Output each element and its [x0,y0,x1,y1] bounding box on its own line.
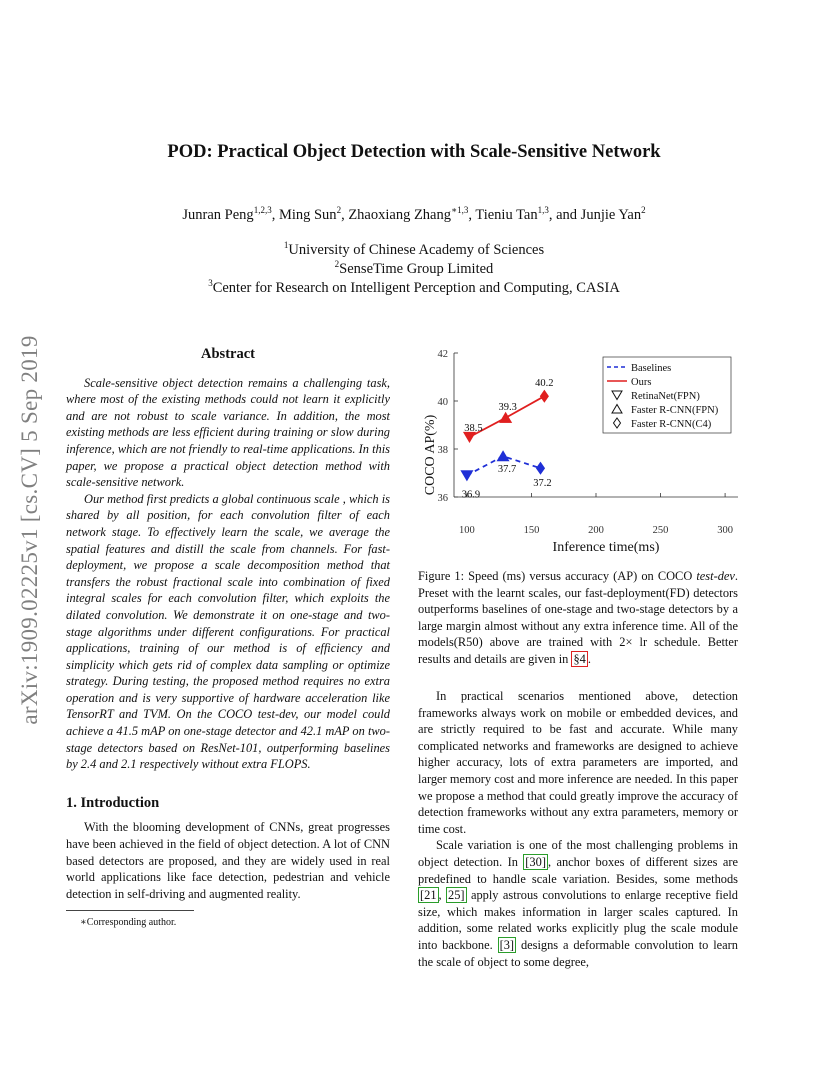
data-label: 36.9 [461,489,481,501]
x-tick-label: 250 [652,525,669,536]
y-tick-label: 38 [437,445,448,456]
data-point [540,390,548,402]
footnote: ∗Corresponding author. [80,917,177,929]
author: Zhaoxiang Zhang$^{∗1,3}$ [348,205,469,223]
author-list: Junran Peng$^{1,2,3}$, Ming Sun$^2$, Zhaoxiang Zhang$^{∗1,3}$, Tieniu Tan$^{1,3}$, and Junjie Yan$^2$ [182,205,646,223]
introduction-heading: 1. Introduction [66,794,160,811]
legend-label: Faster R-CNN(C4) [631,419,712,430]
citation-link[interactable]: [30] [525,854,546,869]
figure-1-chart [418,345,748,560]
data-label: 38.5 [464,423,483,434]
author: Tieniu Tan$^{1,3}$ [475,205,549,223]
affiliation: $^2$SenseTime Group Limited [334,259,494,277]
arxiv-side-stamp [10,300,50,760]
citation-link[interactable]: [21 [420,888,437,903]
author: Ming Sun$^2$ [278,205,342,223]
introduction-paragraph: With the blooming development of CNNs, great progresses have been achieved in the field of object detection. A lot of CNN based detectors are proposed, and they are widely used in real world applications like face detection, pedestrian and vehicle detection in self-driving and augmented reality. [66,820,390,901]
data-label: 40.2 [535,378,554,390]
y-tick-label: 40 [437,397,448,408]
citation-link[interactable]: [3] [499,937,515,952]
affiliation: $^3$Center for Research on Intelligent Perception and Computing, CASIA [208,278,620,296]
data-label: 39.3 [498,401,517,413]
x-tick-label: 200 [588,525,604,536]
legend-label: Baselines [631,363,672,374]
y-tick-label: 42 [437,349,448,360]
legend-label: Faster R-CNN(FPN) [631,405,719,416]
affiliations [60,241,768,298]
figure-1-caption: Figure 1: Speed (ms) versus accuracy (AP) on COCO test-dev. Preset with the learnt scales, our fast-deployment(FD) detectors outperforms baselines of one-stage and two-stage detectors by a large margin almost without any extra inference time. All of the models(R50) above are trained with 2× lr schedule. Better results and details are given in §4 . [418,569,738,666]
y-tick-label: 36 [437,493,448,504]
right-column-body [418,688,738,970]
author: Junran Peng$^{1,2,3}$ [182,205,272,223]
legend-label: Ours [631,377,652,388]
legend-label: RetinaNet(FPN) [631,391,700,402]
arxiv-identifier: arXiv:1909.02225v1 [cs.CV] 5 Sep 2019 [17,335,42,725]
chart-canvas [418,345,748,560]
body-paragraph: Scale variation is one of the most challenging problems in object detection. In [30] , anchor boxes of different sizes are predefined to handle scale variation. Besides, some methods [21 , 25] apply astrous convolutions to enlarge receptive field size, which makes information in larger scales captured. In addition, some related works explicitly plug the scale module into backbone. [3] designs a deformable convolution to learn the scale of object to some degree, [418,838,738,969]
left-column [66,346,390,932]
x-tick-label: 300 [717,525,733,536]
introduction-body [66,819,390,902]
abstract-heading: Abstract [201,346,255,362]
paper-title: POD: Practical Object Detection with Scale-Sensitive Network [167,142,661,162]
section-link[interactable]: §4 [573,651,586,666]
x-axis-title: Inference time(ms) [552,540,660,555]
data-point [461,471,473,481]
data-point [500,412,512,422]
x-tick-label: 150 [523,525,540,536]
y-axis-title: COCO AP(%) [423,414,438,496]
author: Junjie Yan$^2$ [580,205,646,223]
abstract-body [66,375,390,773]
data-point [536,462,544,474]
body-paragraph: In practical scenarios mentioned above, detection frameworks always work on mobile or embedded devices, and are strictly required to be fast and accurate. While many complicated networks and frameworks are designed to achieve higher accuracy, lots of extra parameters are imported, and larger memory cost and more inference are needed. In this paper we propose a method that could greatly improve the accuracy of detection frameworks without any extra parameters, memory or time cost. [418,689,738,836]
data-label: 37.2 [533,478,552,490]
x-tick-label: 100 [459,525,475,536]
data-point [497,451,509,461]
abstract-paragraph: Scale-sensitive object detection remains a challenging task, where most of the existing methods could not learn it explicitly and are not robust to scale variance. In addition, the most existing methods are less efficient during training or slow during inference, which are not friendly to real-time applications. In this paper, we propose a practical object detection method with scale-sensitive network. [66,375,390,490]
abstract-paragraph: Our method first predicts a global continuous scale , which is shared by all position, for each convolution filter of each network stage. To effectively learn the scale, we average the spatial features and distill the scale from channels. For fast-deployment, we propose a scale decomposition method that transfers the robust fractional scale into combination of fixed integral scales for each convolution filter, which exploits the dilated convolution. We demonstrate it on one-stage and two-stage algorithms under different configurations. For practical applications, training of our method is of efficiency and simplicity which gets rid of complex data sampling or optimize strategy. During testing, the proposed method requires no extra operation and is very supportive of hardware acceleration like TensorRT and TVM. On the COCO test-dev, our model could achieve a 41.5 mAP on one-stage detector and 42.1 mAP on two-stage detectors based on ResNet-101, outperforming baselines by 2.4 and 2.1 respectively without extra FLOPS. [66,491,390,772]
affiliation: $^1$University of Chinese Academy of Sciences [283,240,545,258]
footnote-rule [66,910,194,911]
data-label: 37.7 [497,464,517,476]
citation-link[interactable]: 25] [448,888,465,903]
